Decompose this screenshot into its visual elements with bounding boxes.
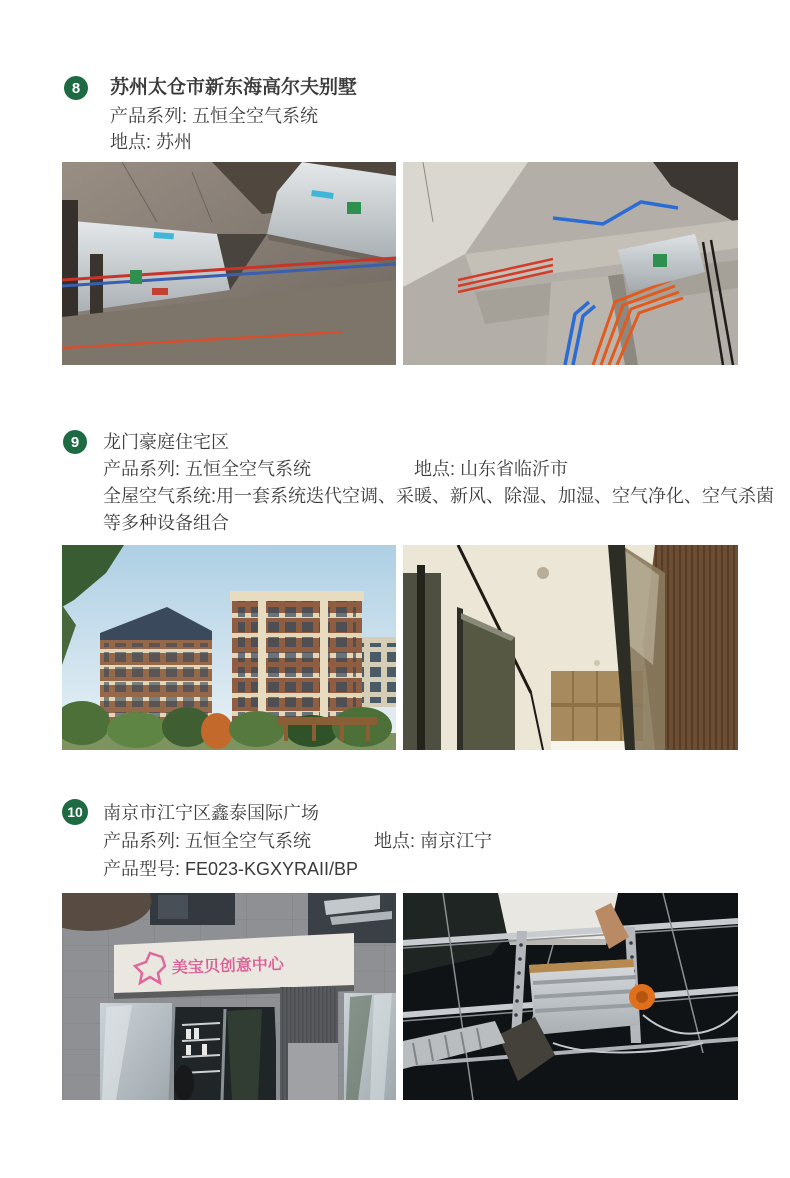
product-series-label: 产品系列: 五恒全空气系统 xyxy=(103,459,312,479)
product-model-label: 产品型号: FE023-KGXYRAII/BP xyxy=(103,859,359,879)
case-title: 南京市江宁区鑫泰国际广场 xyxy=(103,803,319,823)
ceiling-grid-unit-photo xyxy=(403,893,738,1100)
case-title: 龙门豪庭住宅区 xyxy=(103,432,229,452)
system-description-line-1: 全屋空气系统:用一套系统迭代空调、采暖、新风、除湿、加湿、空气净化、空气杀菌 xyxy=(103,486,774,506)
location-label: 地点: 苏州 xyxy=(110,132,193,152)
storefront-photo xyxy=(62,893,396,1100)
ceiling-duct-installation-photo-1 xyxy=(62,162,396,365)
product-series-label: 产品系列: 五恒全空气系统 xyxy=(103,831,312,851)
storefront-sign-text: 美宝贝创意中心 xyxy=(171,956,285,977)
case-number-badge: 8 xyxy=(64,76,88,100)
product-series-label: 产品系列: 五恒全空气系统 xyxy=(110,106,319,126)
residential-buildings-rendering-photo xyxy=(62,545,396,750)
system-description-line-2: 等多种设备组合 xyxy=(103,513,229,533)
case-number-badge: 9 xyxy=(63,430,87,454)
ceiling-duct-installation-photo-2 xyxy=(403,162,738,365)
case-number-badge: 10 xyxy=(62,799,88,825)
case-title: 苏州太仓市新东海高尔夫别墅 xyxy=(110,77,358,98)
location-label: 地点: 南京江宁 xyxy=(374,831,493,851)
location-label: 地点: 山东省临沂市 xyxy=(414,459,569,479)
interior-hallway-photo xyxy=(403,545,738,750)
